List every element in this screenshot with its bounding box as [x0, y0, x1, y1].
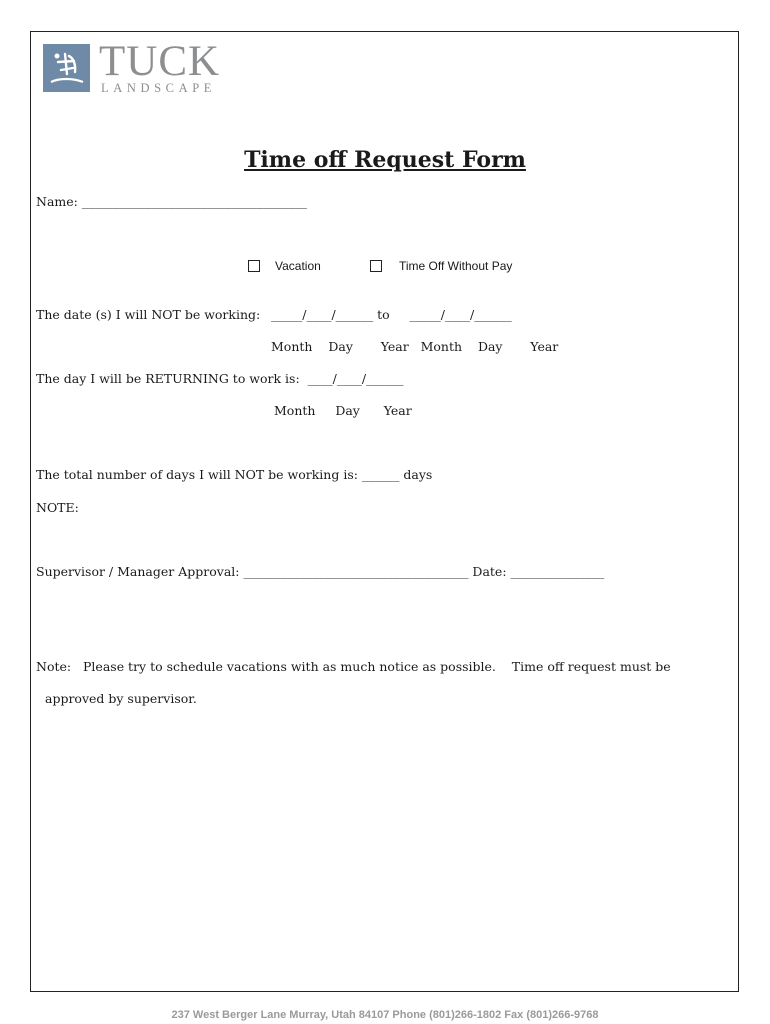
dates-not-working-sublabels: Month Day Year Month Day Year	[271, 339, 559, 354]
note-label: NOTE:	[36, 500, 79, 515]
page-frame	[30, 31, 739, 992]
approval-field[interactable]: Supervisor / Manager Approval: ____________________________________ Date: _______________	[36, 564, 605, 579]
logo-mark-icon	[43, 44, 90, 92]
note-text-line-1: Note: Please try to schedule vacations with as much notice as possible. Time off request must be	[36, 659, 671, 674]
time-off-without-pay-label: Time Off Without Pay	[399, 259, 513, 273]
name-field[interactable]: Name: ____________________________________	[36, 194, 307, 209]
company-logo	[43, 38, 233, 96]
return-day-sublabels: Month Day Year	[274, 403, 412, 418]
vacation-label: Vacation	[275, 259, 321, 273]
dates-not-working-label: The date (s) I will NOT be working:	[36, 307, 261, 322]
logo-wordmark: TUCK	[99, 38, 221, 85]
footer-address: 237 West Berger Lane Murray, Utah 84107 Phone (801)266-1802 Fax (801)266-9768	[171, 1009, 599, 1021]
return-day-field[interactable]: The day I will be RETURNING to work is: ____/____/______	[36, 371, 404, 386]
time-off-without-pay-checkbox[interactable]	[370, 260, 382, 272]
note-text-line-2: approved by supervisor.	[45, 691, 197, 706]
logo-tagline: LANDSCAPE	[101, 81, 217, 95]
dates-not-working-field[interactable]: _____/____/______ to _____/____/______	[271, 307, 512, 322]
vacation-checkbox[interactable]	[248, 260, 260, 272]
form-title: Time off Request Form	[244, 147, 526, 173]
total-days-field[interactable]: The total number of days I will NOT be working is: ______ days	[36, 467, 433, 482]
